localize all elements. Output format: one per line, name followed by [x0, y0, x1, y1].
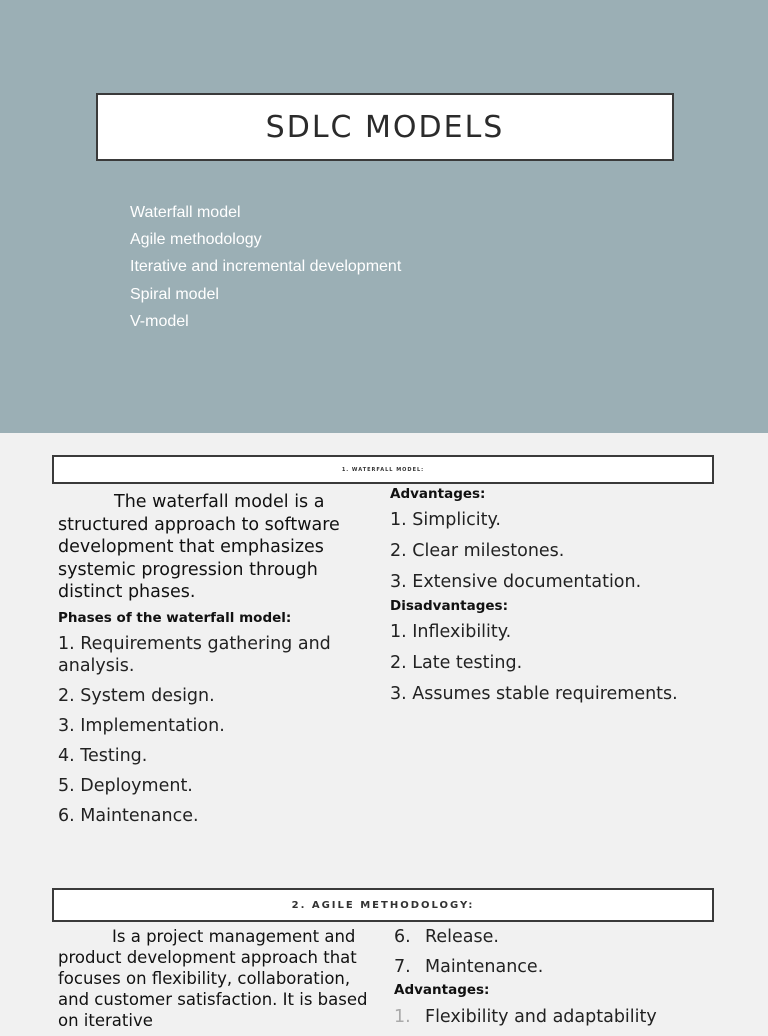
agile-phases-list [394, 926, 724, 979]
agile-intro [58, 926, 380, 1031]
phase-item: 1. Requirements gathering and analysis. [58, 633, 331, 676]
agile-right-column [394, 926, 724, 1036]
item-text: Release. [425, 927, 499, 947]
agile-advantage-item [394, 1006, 724, 1029]
phase-item: 3. Implementation. [58, 716, 225, 736]
model-list-item: Iterative and incremental development [130, 258, 402, 276]
agile-header: 2. AGILE METHODOLOGY: [52, 888, 714, 922]
disadvantages-list [390, 621, 720, 706]
disadvantage-item: 2. Late testing. [390, 653, 523, 673]
agile-advantages-heading: Advantages: [394, 982, 490, 998]
phase-item: 6. Maintenance. [58, 806, 199, 826]
waterfall-header: 1. WATERFALL MODEL: [52, 455, 714, 484]
disadvantages-heading: Disadvantages: [390, 598, 508, 614]
item-number: 1. [394, 1007, 411, 1027]
waterfall-right-column [390, 486, 720, 714]
disadvantage-item: 1. Inflexibility. [390, 622, 512, 642]
advantage-item: 3. Extensive documentation. [390, 572, 642, 592]
agile-left-column [58, 926, 380, 1031]
agile-advantages-list [394, 1006, 724, 1029]
model-list-item: Agile methodology [130, 231, 262, 249]
slide-title: SDLC MODELS [96, 93, 674, 161]
phase-item: 2. System design. [58, 686, 215, 706]
agile-phase-item [394, 926, 724, 949]
item-text: Flexibility and adaptability [425, 1007, 657, 1027]
disadvantage-item: 3. Assumes stable requirements. [390, 684, 678, 704]
model-list-item: Waterfall model [130, 204, 241, 221]
phase-item: 5. Deployment. [58, 776, 193, 796]
advantage-item: 2. Clear milestones. [390, 541, 565, 561]
item-number: 7. [394, 957, 411, 977]
advantage-item: 1. Simplicity. [390, 510, 501, 530]
agile-intro-text: Is a project management and product development approach that focuses on flexibility, collaboration, and customer satisfaction. It is based on iterative [58, 927, 368, 1030]
agile-phase-item [394, 956, 724, 979]
model-list-item: V-model [130, 312, 189, 330]
phase-item: 4. Testing. [58, 746, 148, 766]
item-number: 6. [394, 927, 411, 947]
title-slide [0, 0, 768, 433]
advantages-heading: Advantages: [390, 486, 486, 502]
phases-heading: Phases of the waterfall model: [58, 609, 292, 626]
waterfall-intro-text: The waterfall model is a structured approach to software development that emphasizes systemic progression through distinct phases. [58, 492, 340, 602]
waterfall-intro [58, 491, 378, 604]
model-list [130, 203, 401, 339]
waterfall-left-column [58, 491, 378, 835]
advantages-list [390, 509, 720, 594]
model-list-item: Spiral model [130, 285, 219, 303]
item-text: Maintenance. [425, 957, 544, 977]
phases-list [58, 633, 378, 828]
